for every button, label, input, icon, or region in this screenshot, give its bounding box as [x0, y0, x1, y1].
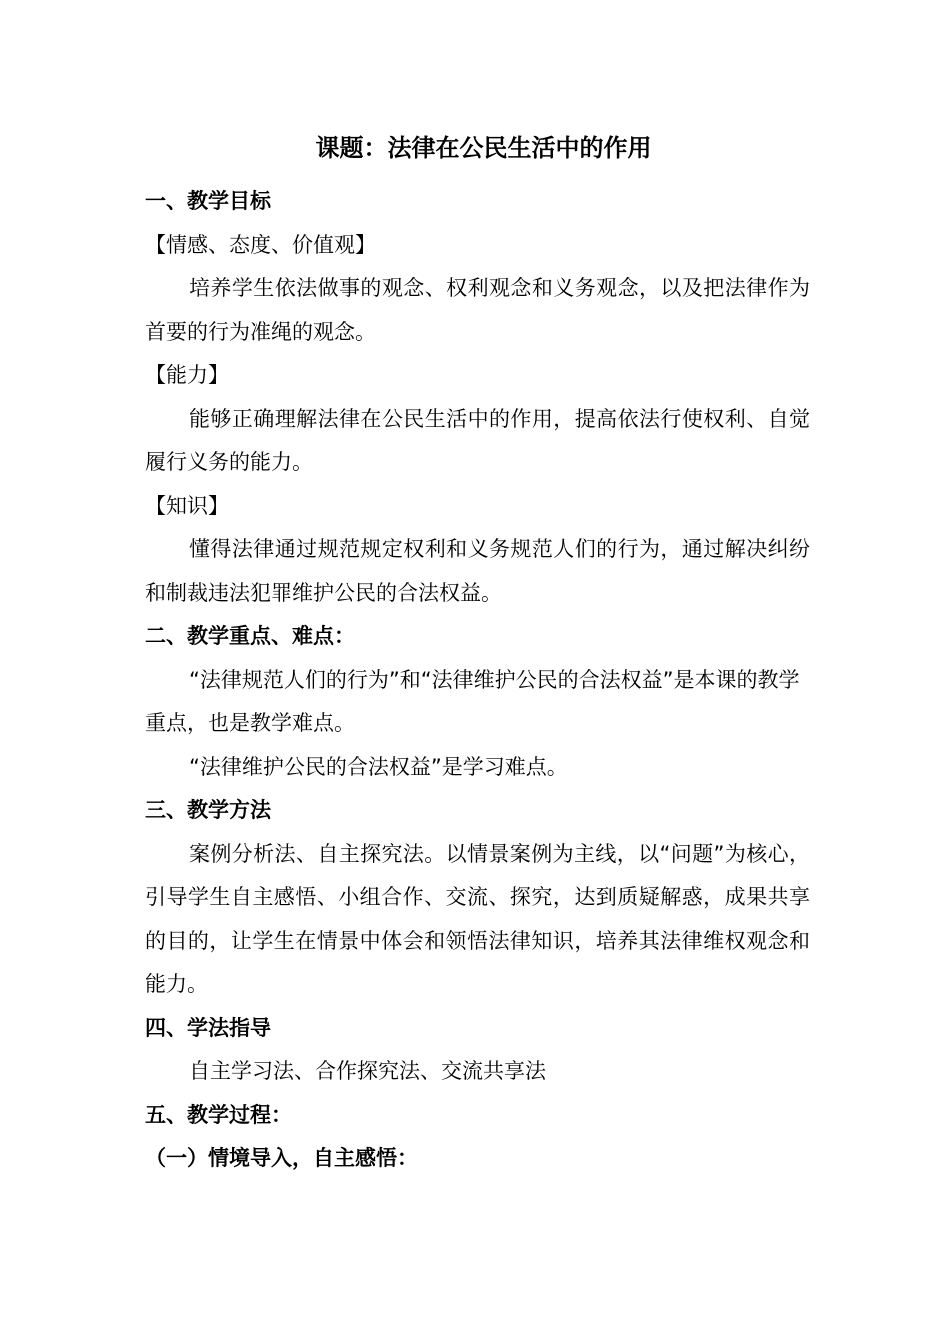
paragraph-ability: 能够正确理解法律在公民生活中的作用，提高依法行使权利、自觉履行义务的能力。: [145, 406, 810, 474]
section-heading-method: 三、教学方法: [145, 798, 271, 822]
page-title: 课题：法律在公民生活中的作用: [315, 134, 652, 162]
paragraph-key-points-1: “法律规范人们的行为”和“法律维护公民的合法权益”是本课的教学重点，也是教学难点。: [145, 667, 800, 735]
subsection-heading-process-1: （一）情境导入，自主感悟：: [145, 1146, 418, 1170]
label-ability: 【能力】: [145, 363, 229, 387]
section-heading-process: 五、教学过程：: [145, 1102, 292, 1127]
paragraph-emotion: 培养学生依法做事的观念、权利观念和义务观念，以及把法律作为首要的行为准绳的观念。: [145, 276, 810, 344]
paragraph-key-points-2: “法律维护公民的合法权益”是学习难点。: [189, 754, 568, 779]
document-page: [145, 128, 810, 1181]
section-heading-study: 四、学法指导: [145, 1015, 271, 1040]
paragraph-study: 自主学习法、合作探究法、交流共享法: [189, 1059, 546, 1083]
section-heading-goals: 一、教学目标: [145, 189, 271, 213]
label-knowledge: 【知识】: [145, 493, 229, 518]
paragraph-method: 案例分析法、自主探究法。以情景案例为主线，以“问题”为核心，引导学生自主感悟、小组合作、交流、探究，达到质疑解惑，成果共享的目的，让学生在情景中体会和领悟法律知识，培养其法律维权观念和能力。: [145, 841, 810, 996]
label-emotion: 【情感、态度、价值观】: [145, 232, 376, 257]
section-heading-key-points: 二、教学重点、难点：: [145, 624, 355, 648]
paragraph-knowledge: 懂得法律通过规范规定权利和义务规范人们的行为，通过解决纠纷和制裁违法犯罪维护公民的合法权益。: [145, 537, 810, 605]
